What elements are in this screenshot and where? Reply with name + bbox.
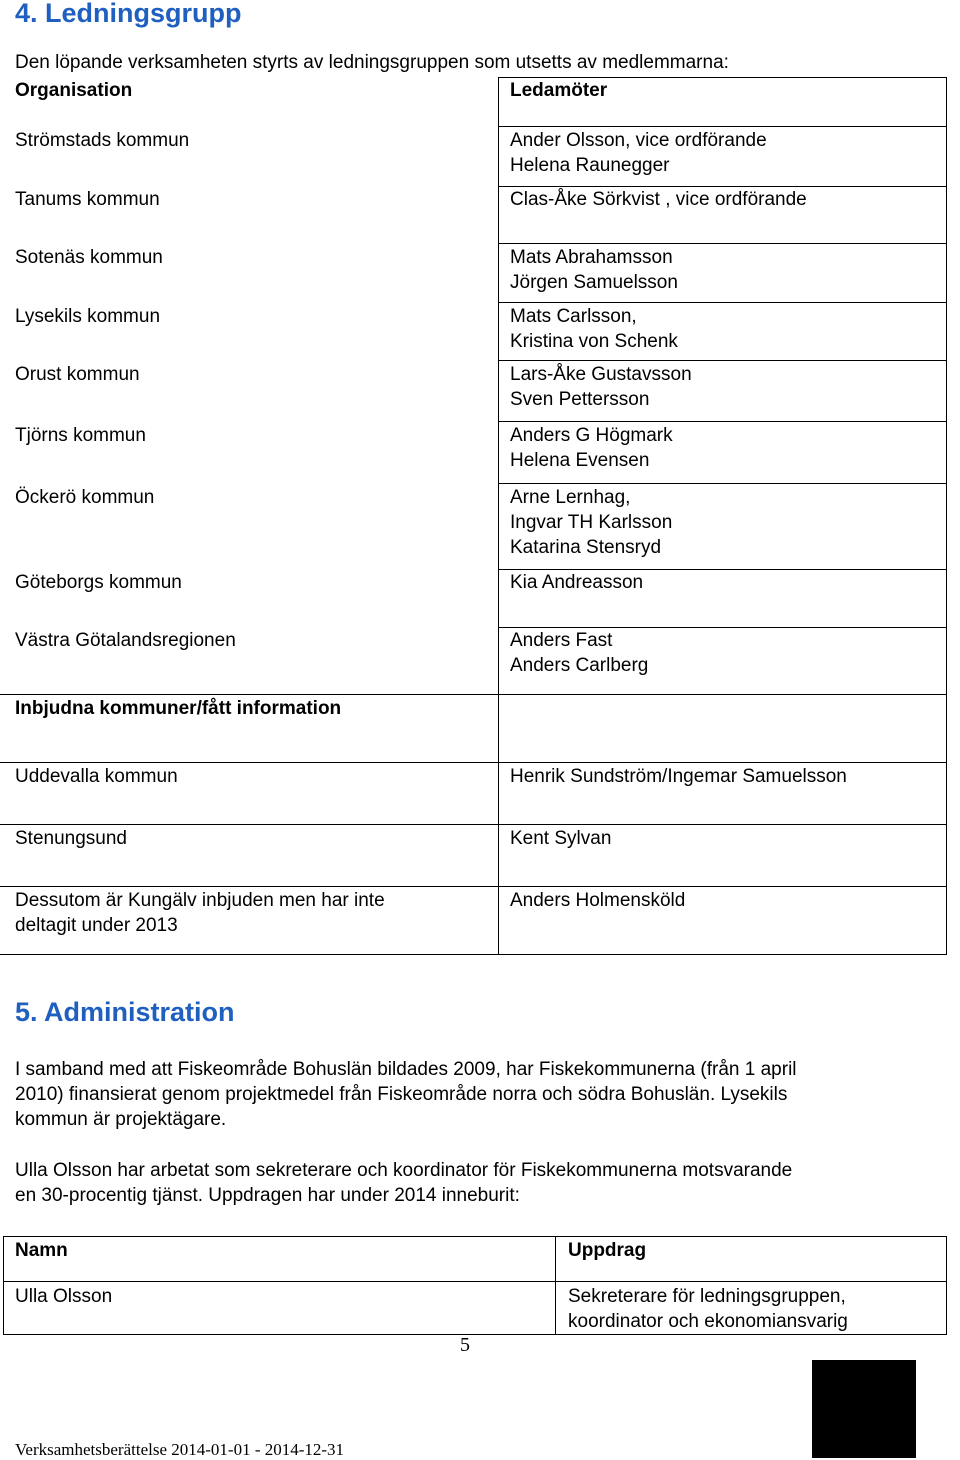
org-cell: Göteborgs kommun	[15, 572, 182, 593]
member-name: Anders Fast	[510, 630, 613, 651]
admin-paragraph-2-line: Ulla Olsson har arbetat som sekreterare och koordinator för Fiskekommunerna motsvarande	[15, 1160, 793, 1181]
task-person-name: Ulla Olsson	[15, 1286, 113, 1307]
member-name: Ingvar TH Karlsson	[510, 512, 673, 533]
member-name: Ander Olsson, vice ordförande	[510, 130, 767, 151]
member-name: Sven Pettersson	[510, 389, 650, 410]
invited-org-cell: deltagit under 2013	[15, 915, 178, 936]
section-4-intro: Den löpande verksamheten styrts av ledningsgruppen som utsetts av medlemmarna:	[15, 52, 729, 73]
member-name: Clas-Åke Sörkvist , vice ordförande	[510, 189, 807, 210]
org-cell: Tjörns kommun	[15, 425, 146, 446]
org-cell: Lysekils kommun	[15, 306, 161, 327]
section-4-heading: 4. Ledningsgrupp	[15, 0, 242, 28]
invited-heading: Inbjudna kommuner/fått information	[15, 698, 342, 719]
invited-member: Henrik Sundström/Ingemar Samuelsson	[510, 766, 847, 787]
section-5-heading: 5. Administration	[15, 997, 235, 1027]
col-header-members: Ledamöter	[510, 80, 608, 101]
col-header-task: Uppdrag	[568, 1240, 647, 1261]
member-name: Helena Raunegger	[510, 155, 670, 176]
member-name: Arne Lernhag,	[510, 487, 631, 508]
member-name: Anders G Högmark	[510, 425, 673, 446]
org-cell: Orust kommun	[15, 364, 140, 385]
org-cell: Tanums kommun	[15, 189, 160, 210]
invited-org-cell: Uddevalla kommun	[15, 766, 178, 787]
member-name: Mats Carlsson,	[510, 306, 637, 327]
task-description-line: koordinator och ekonomiansvarig	[568, 1311, 848, 1332]
black-corner-block	[812, 1360, 916, 1458]
member-name: Lars-Åke Gustavsson	[510, 364, 692, 385]
member-name: Helena Evensen	[510, 450, 650, 471]
member-name: Kia Andreasson	[510, 572, 644, 593]
org-cell: Västra Götalandsregionen	[15, 630, 236, 651]
invited-member: Anders Holmensköld	[510, 890, 686, 911]
member-name: Anders Carlberg	[510, 655, 649, 676]
invited-member: Kent Sylvan	[510, 828, 612, 849]
org-cell: Sotenäs kommun	[15, 247, 163, 268]
invited-org-cell: Stenungsund	[15, 828, 127, 849]
footer-report-title: Verksamhetsberättelse 2014-01-01 - 2014-12-31	[15, 1440, 345, 1459]
member-name: Katarina Stensryd	[510, 537, 662, 558]
admin-paragraph-1-line: 2010) finansierat genom projektmedel från Fiskeområde norra och södra Bohuslän. Lysekils	[15, 1084, 788, 1105]
admin-paragraph-2-line: en 30-procentig tjänst. Uppdragen har under 2014 inneburit:	[15, 1185, 520, 1206]
admin-paragraph-1-line: kommun är projektägare.	[15, 1109, 227, 1130]
admin-paragraph-1-line: I samband med att Fiskeområde Bohuslän bildades 2009, har Fiskekommunerna (från 1 april	[15, 1059, 797, 1080]
invited-org-cell: Dessutom är Kungälv inbjuden men har inte	[15, 890, 385, 911]
member-name: Jörgen Samuelsson	[510, 272, 678, 293]
org-cell: Öckerö kommun	[15, 487, 155, 508]
page-number: 5	[460, 1334, 470, 1356]
task-description-line: Sekreterare för ledningsgruppen,	[568, 1286, 846, 1307]
member-name: Kristina von Schenk	[510, 331, 678, 352]
org-cell: Strömstads kommun	[15, 130, 190, 151]
col-header-name: Namn	[15, 1240, 68, 1261]
col-header-organisation: Organisation	[15, 80, 133, 101]
member-name: Mats Abrahamsson	[510, 247, 673, 268]
